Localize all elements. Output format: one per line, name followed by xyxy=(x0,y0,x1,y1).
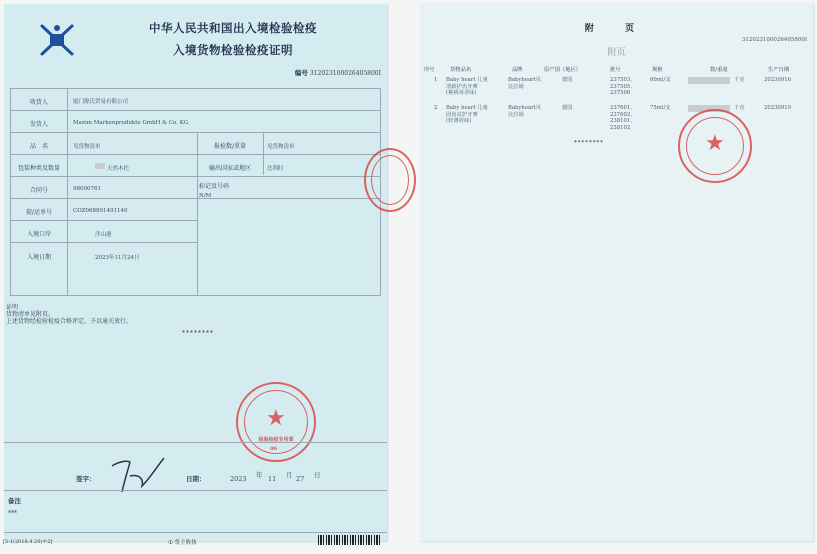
col-header-qty: 数/重量 xyxy=(710,67,728,73)
row-lot: 237601、 237602、 238101、 238102 xyxy=(610,105,636,131)
certificate-page xyxy=(4,4,387,541)
remark-value: *** xyxy=(8,510,17,517)
consignor-label: 发货人 xyxy=(29,121,48,128)
seam-stamp xyxy=(364,148,416,212)
row-entry-date xyxy=(11,243,197,267)
certificate-statement xyxy=(6,304,132,325)
date-month-unit: 月 xyxy=(286,471,293,479)
port-value: 洋山港 xyxy=(95,232,112,238)
attachment-stamp-star-icon: ★ xyxy=(705,131,725,156)
row-qty-unit: 千克 xyxy=(734,105,745,111)
copy-label: ① 货主收执 xyxy=(168,540,197,546)
stamp-star-icon: ★ xyxy=(266,406,286,431)
certificate-authority-title: 中华人民共和国出入境检验检疫 xyxy=(149,21,317,35)
marks-label: 标记及号码 xyxy=(199,183,230,190)
statement-line-2: 上述货物经检验检疫合格评定，予以通关放行。 xyxy=(6,318,133,325)
ciq-emblem-icon xyxy=(34,20,80,60)
origin-value: 比利时 xyxy=(267,166,284,172)
stamp-code: 06 xyxy=(270,446,277,452)
col-header-no: 序号 xyxy=(424,67,435,73)
section-divider xyxy=(4,490,387,491)
origin-label: 输出国家或地区 xyxy=(208,165,251,172)
row-lot: 237503、 237505、 237506 xyxy=(610,77,636,96)
date-month: 11 xyxy=(268,475,277,483)
row-date: 20230916 xyxy=(764,77,791,83)
attachment-subtitle: 附页 xyxy=(607,48,626,58)
date-year-unit: 年 xyxy=(256,471,263,479)
row-no: 2 xyxy=(434,105,438,111)
package-value: 天然木托 xyxy=(107,166,130,172)
declared-qty-value: 见货物清单 xyxy=(267,144,295,150)
certificate-form xyxy=(10,88,381,296)
row-name: Baby heart 儿童 清新护齿牙膏 (桃桃莓香味) xyxy=(446,77,488,96)
row-qty-unit: 千克 xyxy=(734,77,745,83)
entry-date-value: 2023年11月24日 xyxy=(95,255,140,261)
statement-end-stars: ******** xyxy=(182,330,214,337)
row-origin: 德国 xyxy=(562,105,573,111)
row-name: Baby heart 儿童 固齿益护牙膏 (轻薄荷味) xyxy=(446,105,488,124)
consignee-label: 收货人 xyxy=(29,99,48,106)
attachment-end-stars: ******** xyxy=(574,140,604,146)
form-divider xyxy=(67,89,68,295)
section-divider xyxy=(4,442,387,443)
row-spec: 75ml/支 xyxy=(650,105,671,111)
entry-date-label: 入境日期 xyxy=(26,254,51,261)
col-header-brand: 品牌 xyxy=(512,67,523,73)
attachment-stamp xyxy=(678,109,752,183)
row-brand: Babyheart贝 比拉姆 xyxy=(508,105,542,118)
barcode xyxy=(318,535,380,545)
certificate-number-value: 312023100026405800I xyxy=(309,70,381,77)
certificate-title: 入境货物检验检疫证明 xyxy=(173,43,293,57)
marks-value: N/M xyxy=(199,193,212,199)
attachment-title: 附 页 xyxy=(584,24,649,34)
form-code: [5-1(2018.4.20)＊2] xyxy=(3,539,53,545)
row-no: 1 xyxy=(434,77,438,83)
row-origin: 德国 xyxy=(562,77,573,83)
stamp-bottom-text: 检验检疫专用章 xyxy=(258,437,294,443)
statement-line-1: 货物清单见附页。 xyxy=(6,311,55,318)
col-header-origin: 原产国（地区） xyxy=(544,67,582,73)
row-bill xyxy=(11,199,197,221)
contract-label: 合同号 xyxy=(29,187,48,194)
row-spec: 60ml/支 xyxy=(650,77,671,83)
col-header-spec: 规格 xyxy=(652,67,663,73)
bill-label: 提/运单号 xyxy=(25,209,53,216)
attachment-page xyxy=(420,3,813,541)
date-label: 日期： xyxy=(186,475,206,483)
date-day: 27 xyxy=(296,475,305,483)
section-divider xyxy=(4,532,387,533)
bill-value: COZ068891491140 xyxy=(73,208,128,214)
statement-heading: 证明 xyxy=(6,304,19,311)
form-divider xyxy=(263,133,264,175)
package-count-redaction xyxy=(95,163,105,169)
consignee-value: 厦门源氏贸易有限公司 xyxy=(73,99,129,105)
handwritten-signature xyxy=(108,452,168,494)
package-label: 包装种类及数量 xyxy=(17,165,60,172)
certificate-number xyxy=(295,68,381,77)
qty-redaction xyxy=(688,77,730,84)
certificate-number-label: 编号 xyxy=(294,69,308,77)
row-date: 20230919 xyxy=(764,105,791,111)
contract-value: 98000761 xyxy=(73,186,101,192)
official-stamp xyxy=(236,382,316,462)
goods-name-label: 品 名 xyxy=(29,143,48,150)
seam-stamp-inner-ring xyxy=(371,155,409,205)
port-label: 入境口岸 xyxy=(26,231,51,238)
row-port xyxy=(11,221,197,243)
col-header-date: 生产日期 xyxy=(768,67,790,73)
date-year: 2023 xyxy=(230,475,247,483)
goods-name-value: 见货物清单 xyxy=(73,144,101,150)
col-header-lot: 批号 xyxy=(610,67,621,73)
attachment-number: 312023100026405800I xyxy=(741,37,807,43)
consignor-value: Maxim Markenprodukte GmbH & Co. KG xyxy=(73,120,189,126)
row-brand: Babyheart贝 比拉姆 xyxy=(508,77,542,90)
date-day-unit: 日 xyxy=(314,471,321,479)
form-divider xyxy=(197,133,198,295)
declared-qty-label: 报检数/重量 xyxy=(213,143,247,150)
signature-label: 签字： xyxy=(76,475,96,483)
col-header-name: 货物品名 xyxy=(450,67,472,73)
remark-label: 备注 xyxy=(8,497,21,505)
